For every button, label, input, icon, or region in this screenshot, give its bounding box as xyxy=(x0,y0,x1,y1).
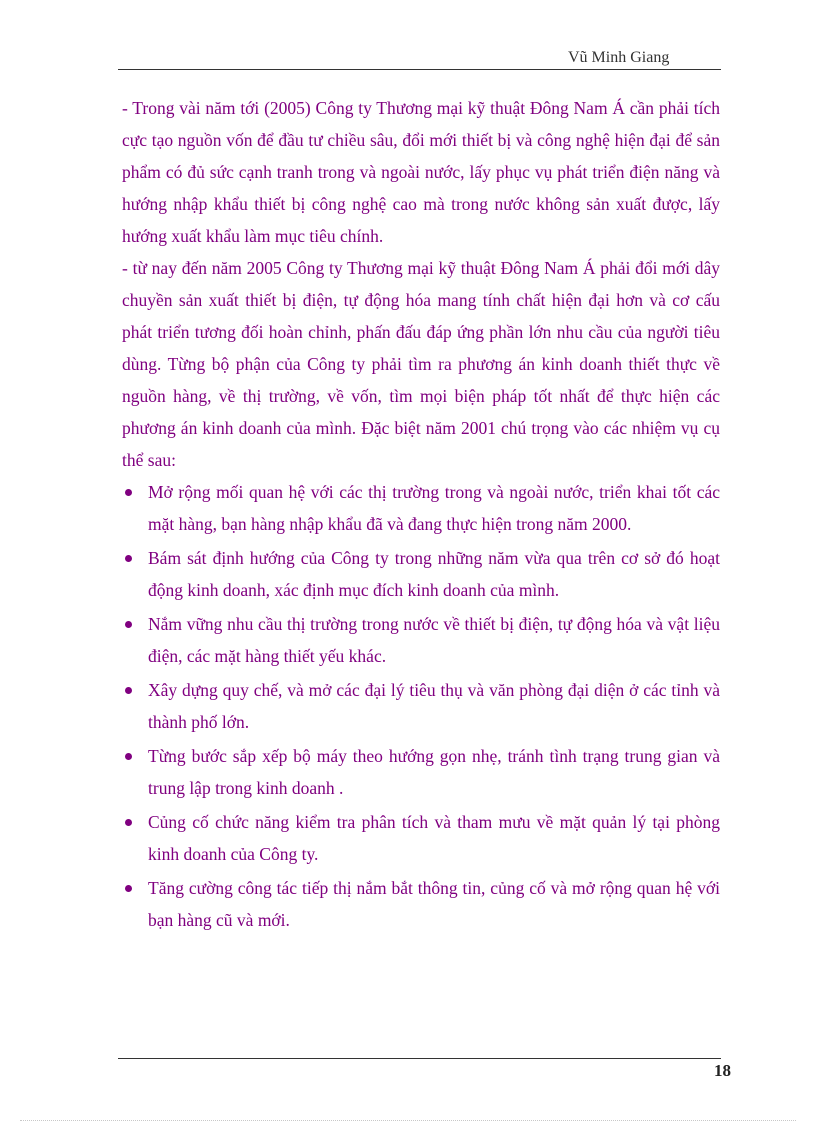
paragraph-outlook-2005: - Trong vài năm tới (2005) Công ty Thương mại kỹ thuật Đông Nam Á cần phải tích cực tạo nguồn vốn để đầu tư chiều sâu, đổi mới thiết bị và công nghệ hiện đại để sản phẩm có đủ sức cạnh tranh trong và ngoài nước, lấy phục vụ phát triển điện năng và hướng nhập khẩu thiết bị công nghệ cao mà trong nước không sản xuất được, lấy hướng xuất khẩu làm mục tiêu chính. xyxy=(122,98,720,246)
bullet-icon xyxy=(125,489,132,496)
bullet-icon xyxy=(125,687,132,694)
list-item xyxy=(122,806,720,870)
list-item-text: Nắm vững nhu cầu thị trường trong nước về thiết bị điện, tự động hóa và vật liệu điện, các mặt hàng thiết yếu khác. xyxy=(148,614,720,666)
header-author: Vũ Minh Giang xyxy=(568,49,670,66)
list-item-text: Mở rộng mối quan hệ với các thị trường trong và ngoài nước, triển khai tốt các mặt hàng, bạn hàng nhập khẩu đã và đang thực hiện trong năm 2000. xyxy=(148,482,720,534)
list-item-text: Bám sát định hướng của Công ty trong những năm vừa qua trên cơ sở đó hoạt động kinh doanh, xác định mục đích kinh doanh của mình. xyxy=(148,548,720,600)
header-rule xyxy=(118,69,721,70)
body-content xyxy=(122,92,720,936)
bullet-icon xyxy=(125,885,132,892)
list-item xyxy=(122,542,720,606)
footer-rule xyxy=(118,1058,721,1059)
task-list xyxy=(122,476,720,936)
page-bottom-edge xyxy=(20,1120,796,1121)
list-item xyxy=(122,608,720,672)
list-item xyxy=(122,872,720,936)
bullet-icon xyxy=(125,621,132,628)
bullet-icon xyxy=(125,555,132,562)
bullet-icon xyxy=(125,819,132,826)
list-item xyxy=(122,674,720,738)
list-item-text: Tăng cường công tác tiếp thị nắm bắt thông tin, củng cố và mở rộng quan hệ với bạn hàng cũ và mới. xyxy=(148,878,720,930)
list-item xyxy=(122,476,720,540)
paragraph-plan-2005: - từ nay đến năm 2005 Công ty Thương mại kỹ thuật Đông Nam Á phải đổi mới dây chuyền sản xuất thiết bị điện, tự động hóa mang tính chất hiện đại hơn và cơ cấu phát triển tương đối hoàn chỉnh, phấn đấu đáp ứng phần lớn nhu cầu của người tiêu dùng. Từng bộ phận của Công ty phải tìm ra phương án kinh doanh thiết thực về nguồn hàng, về thị trường, về vốn, tìm mọi biện pháp tốt nhất để thực hiện các phương án kinh doanh của mình. Đặc biệt năm 2001 chú trọng vào các nhiệm vụ cụ thể sau: xyxy=(122,258,720,470)
list-item-text: Củng cố chức năng kiểm tra phân tích và tham mưu về mặt quản lý tại phòng kinh doanh của Công ty. xyxy=(148,812,720,864)
bullet-icon xyxy=(125,753,132,760)
list-item xyxy=(122,740,720,804)
list-item-text: Xây dựng quy chế, và mở các đại lý tiêu thụ và văn phòng đại diện ở các tỉnh và thành phố lớn. xyxy=(148,680,720,732)
page-number: 18 xyxy=(714,1061,731,1080)
list-item-text: Từng bước sắp xếp bộ máy theo hướng gọn nhẹ, tránh tình trạng trung gian và trung lập trong kinh doanh . xyxy=(148,746,720,798)
